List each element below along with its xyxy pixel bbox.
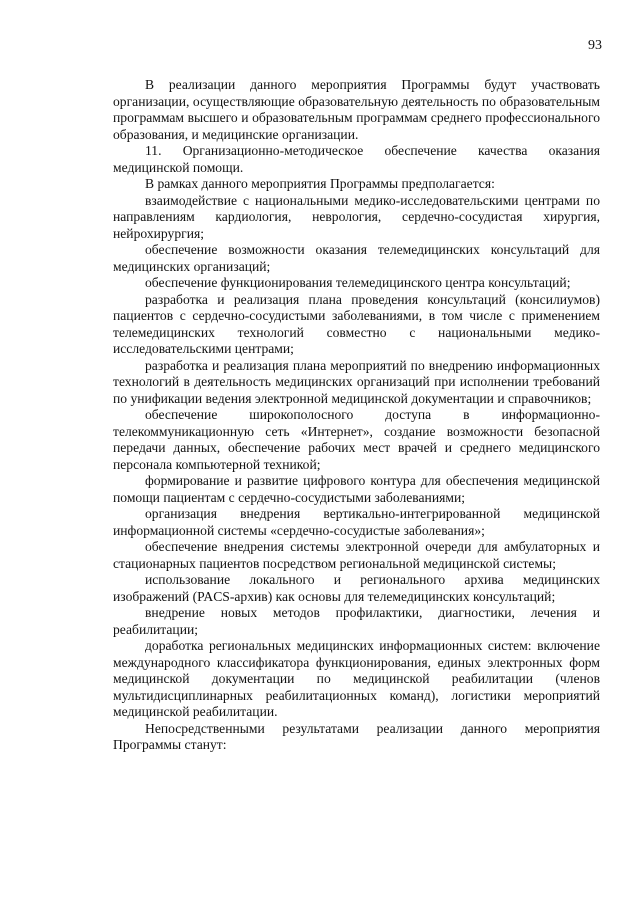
list-item: обеспечение возможности оказания телемедицинских консультаций для медицинских организаций; [113, 242, 600, 274]
list-item: формирование и развитие цифрового контура для обеспечения медицинской помощи пациентам с сердечно-сосудистыми заболеваниями; [113, 473, 600, 505]
list-item: обеспечение функционирования телемедицинского центра консультаций; [145, 275, 571, 290]
list-item: разработка и реализация плана мероприятий по внедрению информационных технологий в деятельность медицинских организаций при исполнении требований по унификации ведения электронной медицинской документации и справочников; [113, 357, 600, 406]
section-heading: 11. Организационно-методическое обеспечение качества оказания медицинской помощи. [113, 143, 600, 175]
page-number: 93 [588, 38, 602, 53]
list-item: организация внедрения вертикально-интегрированной медицинской информационной системы «сердечно-сосудистые заболевания»; [113, 506, 600, 538]
list-item: доработка региональных медицинских информационных систем: включение международного классификатора функционирования, единых электронных форм медицинской документации по медицинской реабилитации (членов мультидисциплинарных реабилитационных команд), логистики мероприятий медицинской реабилитации. [113, 638, 600, 719]
list-item: обеспечение широкополосного доступа в информационно-телекоммуникационную сеть «Интернет», создание возможности безопасной передачи данных, обеспечение рабочих мест врачей и среднего медицинского персонала компьютерной техникой; [113, 407, 600, 472]
paragraph: В рамках данного мероприятия Программы предполагается: [145, 176, 495, 191]
list-item: обеспечение внедрения системы электронной очереди для амбулаторных и стационарных пациентов посредством региональной медицинской системы; [113, 539, 600, 571]
list-item: разработка и реализация плана проведения консультаций (консилиумов) пациентов с сердечно-сосудистыми заболеваниями, в том числе с применением телемедицинских технологий совместно с национальными медико-исследовательскими центрами; [113, 291, 600, 356]
list-item: использование локального и регионального архива медицинских изображений (PACS-архив) как основы для телемедицинских консультаций; [113, 572, 600, 604]
paragraph: Непосредственными результатами реализации данного мероприятия Программы станут: [113, 720, 600, 752]
list-item: взаимодействие с национальными медико-исследовательскими центрами по направлениям кардиология, неврология, сердечно-сосудистая хирургия, нейрохирургия; [113, 192, 600, 241]
list-item: внедрение новых методов профилактики, диагностики, лечения и реабилитации; [113, 605, 600, 637]
document-body [113, 77, 600, 754]
paragraph: В реализации данного мероприятия Программы будут участвовать организации, осуществляющие образовательную деятельность по образовательным программам высшего и образовательным программам среднего профессионального образования, и медицинские организации. [113, 77, 600, 142]
